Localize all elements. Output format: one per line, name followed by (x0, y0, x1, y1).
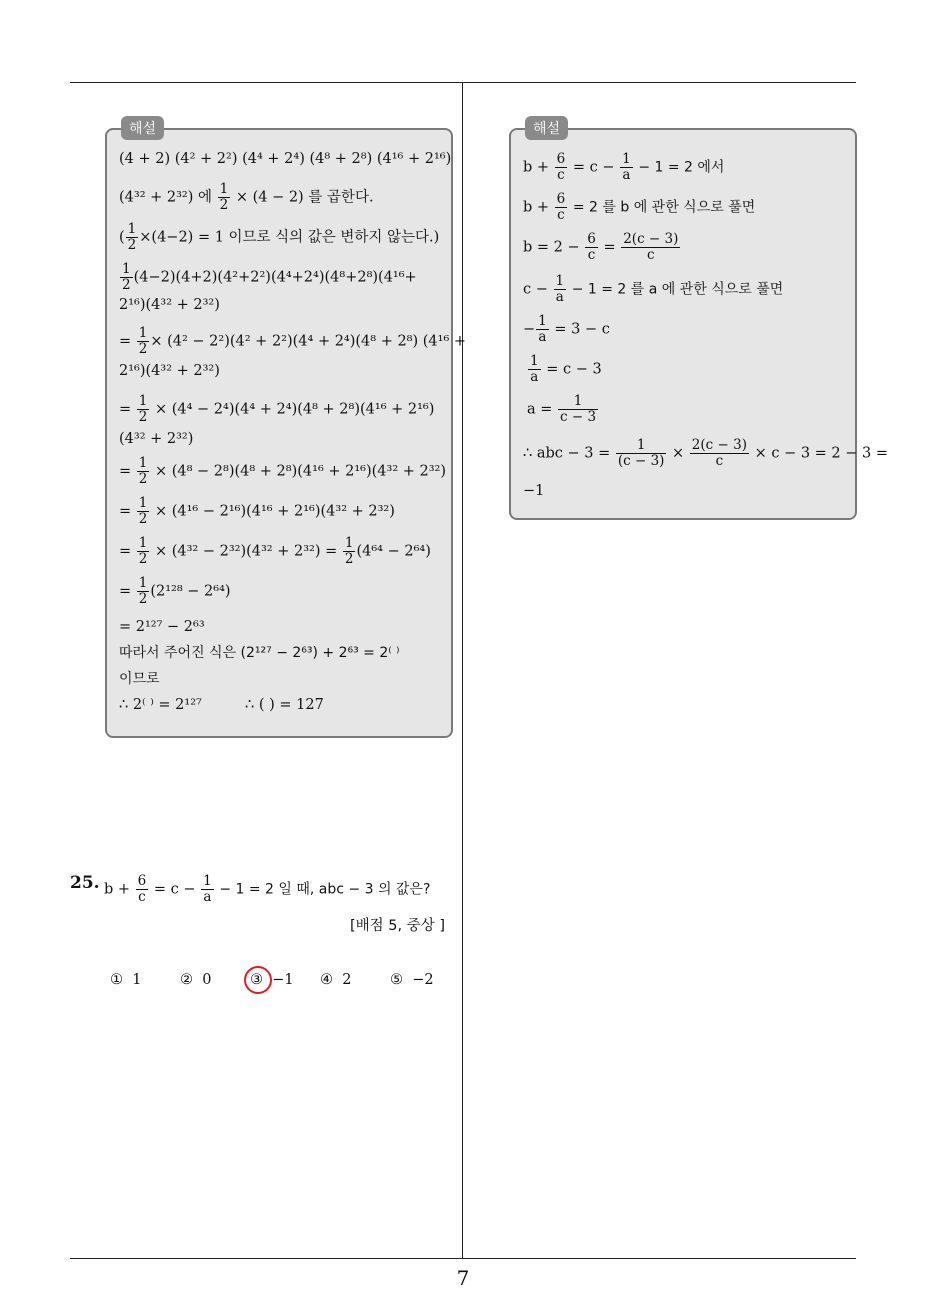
solution-line: = $\frac{1}{2}$ (2¹²⁸ − 2⁶⁴) (119, 575, 231, 607)
page-number: 7 (456, 1266, 470, 1290)
solution-line: (4³² + 2³²) (119, 431, 194, 447)
solution-line: $\frac{1}{a}$ = c − 3 (530, 353, 602, 385)
fraction: $\frac{1}{(c - 3)}$ (617, 437, 665, 469)
solution-line: c − $\frac{1}{a}$ − 1 = 2 를 a 에 관한 식으로 풀면 (523, 273, 784, 305)
fraction: $\frac{6}{c}$ (137, 873, 147, 905)
solution-line: b + $\frac{6}{c}$ = 2 를 b 에 관한 식으로 풀면 (523, 191, 756, 223)
fraction: $\frac{2(c - 3)}{c}$ (691, 437, 747, 469)
answer-choice-selected[interactable]: ③ −1 (250, 972, 294, 988)
fraction: $\frac{1}{2}$ (122, 261, 131, 293)
solution-line: $\frac{1}{2}$ (4−2)(4+2)(4²+2²)(4⁴+2⁴)(4⁸+2⁸)(4¹⁶+ (122, 261, 417, 293)
fraction: $\frac{1}{a}$ (530, 353, 539, 385)
fraction: $\frac{1}{2}$ (138, 575, 148, 607)
solution-line: b + $\frac{6}{c}$ = c − $\frac{1}{a}$ − 1 = 2 에서 (523, 151, 725, 183)
fraction: $\frac{2(c - 3)}{c}$ (623, 231, 679, 263)
solution-line: ∴ 2⁽ ⁾ = 2¹²⁷ ∴ ( ) = 127 (119, 697, 324, 713)
solution-line: = $\frac{1}{2}$ × (4¹⁶ − 2¹⁶)(4¹⁶ + 2¹⁶)(4³² + 2³²) (119, 495, 395, 527)
solution-line: = $\frac{1}{2}$ × (4⁸ − 2⁸)(4⁸ + 2⁸)(4¹⁶ + 2¹⁶)(4³² + 2³²) (119, 455, 447, 487)
solution-line: 2¹⁶)(4³² + 2³²) (119, 297, 220, 313)
fraction: $\frac{1}{2}$ (138, 455, 148, 487)
fraction: $\frac{1}{2}$ (138, 393, 148, 425)
right-solution-box (509, 121, 888, 520)
left-solution-box (105, 121, 467, 738)
solution-line: = $\frac{1}{2}$ × (4² − 2²)(4² + 2²)(4⁴ + 2⁴)(4⁸ + 2⁸) (4¹⁶ + (119, 325, 467, 357)
solution-line: −1 (523, 483, 545, 499)
fraction: $\frac{1}{a}$ (555, 273, 565, 305)
question-number: 25. (70, 873, 100, 893)
answer-choice[interactable]: ① 1 (110, 972, 142, 988)
fraction: $\frac{1}{c - 3}$ (560, 393, 597, 425)
solution-line: − $\frac{1}{a}$ = 3 − c (523, 313, 610, 345)
fraction: $\frac{1}{a}$ (538, 313, 547, 345)
answer-choice[interactable]: ④ 2 (320, 972, 352, 988)
solution-line: = 2¹²⁷ − 2⁶³ (119, 619, 205, 635)
solution-tag: 해설 (121, 116, 164, 140)
fraction: $\frac{1}{a}$ (203, 873, 212, 905)
bottom-rule (70, 1258, 856, 1259)
column-divider (462, 83, 463, 1258)
solution-line: ∴ abc − 3 = $\frac{1}{(c - 3)}$ × $\frac{2(c - 3)}{c}$ × c − 3 = 2 − 3 = (523, 437, 888, 469)
fraction: $\frac{1}{2}$ (127, 221, 137, 253)
solution-tag: 해설 (525, 116, 568, 140)
solution-line: (4³² + 2³²) 에 $\frac{1}{2}$ × (4 − 2) 를 곱한다. (119, 181, 374, 213)
answer-choice[interactable]: ② 0 (180, 972, 212, 988)
solution-line: b = 2 − $\frac{6}{c}$ = $\frac{2(c - 3)}{c}$ (523, 231, 679, 263)
solution-line: a = $\frac{1}{c - 3}$ (527, 393, 597, 425)
fraction: $\frac{6}{c}$ (556, 191, 566, 223)
answer-choice[interactable]: ⑤ −2 (390, 972, 434, 988)
fraction: $\frac{1}{2}$ (344, 535, 354, 567)
answer-circle-mark (244, 966, 272, 994)
solution-line: 따라서 주어진 식은 (2¹²⁷ − 2⁶³) + 2⁶³ = 2⁽ ⁾ (119, 645, 400, 661)
fraction: $\frac{1}{2}$ (219, 181, 229, 213)
fraction: $\frac{1}{2}$ (138, 535, 148, 567)
solution-line: 이므로 (119, 671, 160, 687)
solution-line: ( $\frac{1}{2}$ ×(4−2) = 1 이므로 식의 값은 변하지 않는다.) (119, 221, 440, 253)
solution-line: 2¹⁶)(4³² + 2³²) (119, 363, 220, 379)
score-label: [배점 5, 중상 ] (350, 918, 446, 934)
solution-line: = $\frac{1}{2}$ × (4³² − 2³²)(4³² + 2³²) = $\frac{1}{2}$ (4⁶⁴ − 2⁶⁴) (119, 535, 431, 567)
question-text: b + $\frac{6}{c}$ = c − $\frac{1}{a}$ − 1 = 2 일 때, abc − 3 의 값은? (104, 873, 431, 905)
fraction: $\frac{1}{2}$ (138, 325, 148, 357)
top-rule (70, 82, 856, 83)
fraction: $\frac{1}{a}$ (622, 151, 631, 183)
fraction: $\frac{1}{2}$ (138, 495, 148, 527)
solution-line: = $\frac{1}{2}$ × (4⁴ − 2⁴)(4⁴ + 2⁴)(4⁸ + 2⁸)(4¹⁶ + 2¹⁶) (119, 393, 435, 425)
solution-line: (4 + 2) (4² + 2²) (4⁴ + 2⁴) (4⁸ + 2⁸) (4¹⁶ + 2¹⁶) (119, 151, 452, 167)
fraction: $\frac{6}{c}$ (556, 151, 566, 183)
fraction: $\frac{6}{c}$ (587, 231, 596, 263)
